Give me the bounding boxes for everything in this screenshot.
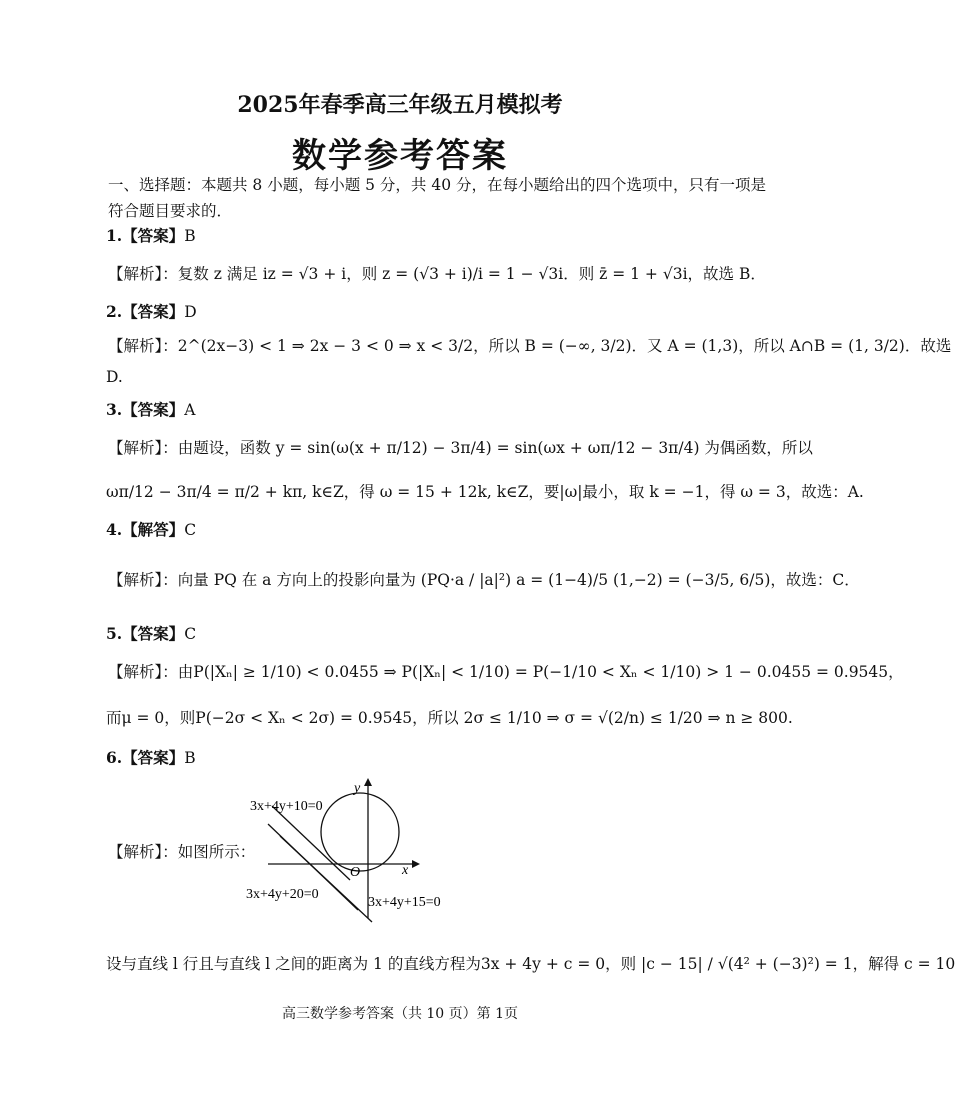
- analysis-label: 【解析】：: [108, 439, 178, 457]
- analysis-text: 向量 PQ 在 a 方向上的投影向量为 (PQ·a / |a|²) a = (1−4)/5 (1,−2) = (−3/5, 6/5)，故选：C．: [177, 571, 860, 589]
- question-3-header: [106, 398, 195, 420]
- analysis-label: 【解析】：: [108, 337, 178, 355]
- question-2-analysis: [108, 334, 951, 356]
- question-label: 3.【答案】: [106, 400, 185, 419]
- label-origin: O: [350, 865, 361, 880]
- question-5-analysis: [108, 660, 904, 682]
- page-footer: 高三数学参考答案（共 10 页）第 1页: [281, 1006, 519, 1022]
- question-1-analysis: [108, 262, 766, 284]
- analysis-text: 如图所示：: [177, 843, 256, 861]
- question-2-header: [106, 300, 197, 322]
- answer-value: A: [184, 401, 196, 419]
- analysis-text: 复数 z 满足 iz = √3 + i，则 z = (√3 + i)/i = 1 − √3i．则 z̄ = 1 + √3i，故选 B．: [177, 265, 766, 283]
- geometry-figure: [240, 772, 470, 922]
- analysis-label: 【解析】：: [108, 571, 178, 589]
- answer-value: D: [184, 303, 197, 321]
- question-3-analysis-cont: ωπ/12 − 3π/4 = π/2 + kπ, k∈Z，得 ω = 15 + 12k, k∈Z，要|ω|最小，取 k = −1，得 ω = 3，故选：A.: [106, 483, 864, 501]
- question-4-analysis: [108, 568, 860, 590]
- question-5-header: [106, 622, 196, 644]
- question-6-analysis: [108, 840, 255, 862]
- page-title: 2025年春季高三年级五月模拟考: [237, 92, 563, 118]
- question-label: 4.【解答】: [106, 520, 185, 539]
- question-3-analysis: [108, 436, 813, 458]
- question-label: 6.【答案】: [106, 748, 185, 767]
- answer-value: C: [184, 625, 197, 643]
- analysis-label: 【解析】：: [108, 663, 178, 681]
- label-line-left: 3x+4y+20=0: [246, 887, 319, 902]
- page-subtitle: 数学参考答案: [292, 136, 508, 176]
- analysis-text: 由题设，函数 y = sin(ω(x + π/12) − 3π/4) = sin(ωx + ωπ/12 − 3π/4) 为偶函数，所以: [177, 439, 813, 457]
- answer-value: C: [184, 521, 197, 539]
- question-label: 2.【答案】: [106, 302, 185, 321]
- analysis-text: 2^(2x−3) < 1 ⇒ 2x − 3 < 0 ⇒ x < 3/2，所以 B = (−∞, 3/2)．又 A = (1,3)，所以 A∩B = (1, 3/2)．故选: [177, 337, 952, 355]
- line-top: [272, 806, 350, 880]
- section-intro: 一、选择题：本题共 8 小题，每小题 5 分，共 40 分，在每小题给出的四个选项中，只有一项是符合题目要求的．: [108, 176, 767, 220]
- analysis-text: 由P(|Xₙ| ≥ 1/10) < 0.0455 ⇒ P(|Xₙ| < 1/10) = P(−1/10 < Xₙ < 1/10) > 1 − 0.0455 = 0.9545，: [177, 663, 904, 681]
- question-label: 5.【答案】: [106, 624, 185, 643]
- label-line-right: 3x+4y+15=0: [368, 895, 441, 910]
- label-axis-y: y: [354, 781, 361, 796]
- question-label: 1.【答案】: [106, 226, 185, 245]
- answer-value: B: [184, 227, 196, 245]
- label-line-top: 3x+4y+10=0: [250, 799, 323, 814]
- answer-value: B: [184, 749, 196, 767]
- analysis-label: 【解析】：: [108, 843, 178, 861]
- circle: [321, 793, 399, 871]
- analysis-label: 【解析】：: [108, 265, 178, 283]
- question-1-header: [106, 224, 196, 246]
- question-5-analysis-cont: 而μ = 0，则P(−2σ < Xₙ < 2σ) = 0.9545，所以 2σ ≤ 1/10 ⇒ σ = √(2/n) ≤ 1/20 ⇒ n ≥ 800.: [106, 709, 793, 727]
- x-axis-arrow-icon: [412, 860, 420, 868]
- question-2-analysis-cont: D.: [106, 368, 123, 386]
- question-4-header: [106, 518, 196, 540]
- question-6-header: [106, 746, 196, 768]
- label-axis-x: x: [402, 863, 409, 878]
- y-axis-arrow-icon: [364, 778, 372, 786]
- question-6-analysis-cont: 设与直线 l 行且与直线 l 之间的距离为 1 的直线方程为3x + 4y + c = 0，则 |c − 15| / √(4² + (−3)²) = 1，解得 c = 10: [106, 955, 955, 973]
